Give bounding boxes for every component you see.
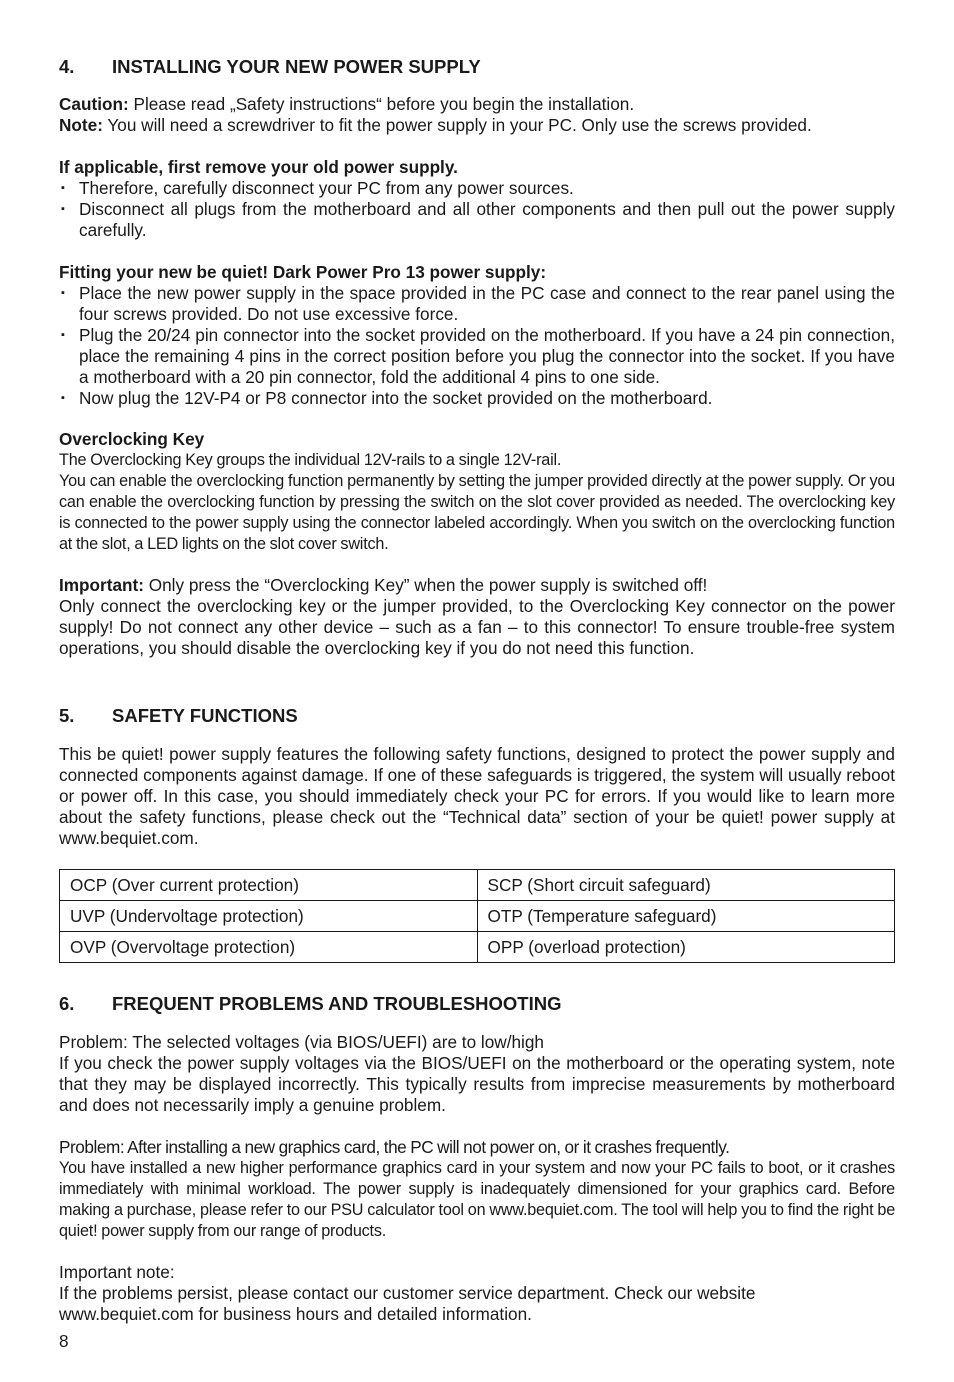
table-cell: OVP (Overvoltage protection) [60,932,478,963]
caution-note-block [59,94,895,136]
table-cell: OCP (Over current protection) [60,870,478,901]
list-item: ▪ Disconnect all plugs from the motherboard and all other components and then pull out the power supply carefully. [59,199,895,241]
important-text: Only press the “Overclocking Key” when the power supply is switched off! [143,575,708,595]
section-number: 6. [59,993,75,1014]
table-cell: OPP (overload protection) [477,932,895,963]
page-number: 8 [59,1331,69,1351]
caution-text: Please read „Safety instructions“ before you begin the installation. [128,94,635,114]
safety-intro [59,744,895,849]
note-text: You will need a screwdriver to fit the power supply in your PC. Only use the screws provided. [102,115,812,135]
section-number: 5. [59,705,75,726]
section-5 [59,705,895,727]
section-number: 4. [59,56,75,77]
table-row [60,932,895,963]
oc-text-1: The Overclocking Key groups the individual 12V-rails to a single 12V-rail. [59,451,562,469]
section-title: SAFETY FUNCTIONS [112,705,298,726]
caution-line [59,94,895,115]
section-6-heading [59,993,895,1015]
safety-intro-text: This be quiet! power supply features the following safety functions, designed to protect the power supply and connected components against damage. If one of these safeguards is triggered, the system will usually reboot or power off. In this case, you should immediately check your PC for errors. If you would like to learn more about the safety functions, please check out the “Technical data” section of your be quiet! power supply at www.bequiet.com. [59,744,895,848]
list-item: ▪ Place the new power supply in the space provided in the PC case and connect to the rear panel using the four screws provided. Do not use excessive force. [59,283,895,325]
safety-table [59,869,895,963]
safety-table-wrap [59,869,895,963]
problem-2-heading: Problem: After installing a new graphics card, the PC will not power on, or it crashes frequently. [59,1137,730,1157]
important-note [59,1262,895,1325]
page-footer [59,1331,895,1352]
table-row [60,870,895,901]
overclocking-key [59,429,895,555]
oc-text-2: You can enable the overclocking function permanently by setting the jumper provided directly at the power supply. Or you can enable the overclocking function by pressing the switch on the slot cover provided as needed. The overclocking key is connected to the power supply using the connector labeled accordingly. When you switch on the overclocking function at the slot, a LED lights on the slot cover switch. [59,472,895,553]
section-4 [59,56,895,78]
problem-1-text: If you check the power supply voltages via the BIOS/UEFI on the motherboard or the operating system, note that they may be displayed incorrectly. This typically results from imprecise measurements by motherboard and does not necessarily imply a genuine problem. [59,1053,895,1115]
remove-heading: If applicable, first remove your old power supply. [59,157,458,177]
list-item: ▪ Plug the 20/24 pin connector into the socket provided on the motherboard. If you have a 24 pin connection, place the remaining 4 pins in the correct position before you plug the connector into the socket. If you have a motherboard with a 20 pin connector, fold the additional 4 pins to one side. [59,325,895,388]
caution-label: Caution: [59,94,129,114]
important-label: Important: [59,575,144,595]
list-item: ▪ Therefore, carefully disconnect your PC from any power sources. [59,178,895,199]
section-5-heading [59,705,895,727]
important-note-heading: Important note: [59,1262,175,1282]
problem-1-heading: Problem: The selected voltages (via BIOS/UEFI) are to low/high [59,1032,544,1052]
section-6 [59,993,895,1015]
table-row [60,901,895,932]
oc-heading: Overclocking Key [59,429,205,449]
fitting-new-psu [59,262,895,409]
problem-2-text: You have installed a new higher performance graphics card in your system and now your PC fails to boot, or it crashes immediately with minimal workload. The power supply is inadequately dimensioned for your graphics card. Before making a purchase, please refer to our PSU calculator tool on www.bequiet.com. The tool will help you to find the right be quiet! power supply from our range of products. [59,1159,895,1240]
section-title: INSTALLING YOUR NEW POWER SUPPLY [112,56,481,77]
important-note-text: If the problems persist, please contact our customer service department. Check our website www.bequiet.com for business hours and detailed information. [59,1283,756,1324]
important-line [59,575,895,596]
section-4-heading [59,56,895,78]
fitting-list [59,283,895,409]
fitting-heading: Fitting your new be quiet! Dark Power Pro 13 power supply: [59,262,547,282]
list-item: ▪ Now plug the 12V-P4 or P8 connector into the socket provided on the motherboard. [59,388,895,409]
note-line [59,115,895,136]
section-title: FREQUENT PROBLEMS AND TROUBLESHOOTING [112,993,562,1014]
remove-list [59,178,895,241]
problem-1 [59,1032,895,1116]
problem-2 [59,1137,895,1242]
important-text-2: Only connect the overclocking key or the jumper provided, to the Overclocking Key connector on the power supply! Do not connect any other device – such as a fan – to this connector! To ensure trouble-free system operations, you should disable the overclocking key if you do not need this function. [59,596,895,658]
important-block [59,575,895,659]
remove-old-psu [59,157,895,241]
table-cell: OTP (Temperature safeguard) [477,901,895,932]
table-cell: SCP (Short circuit safeguard) [477,870,895,901]
note-label: Note: [59,115,103,135]
table-cell: UVP (Undervoltage protection) [60,901,478,932]
